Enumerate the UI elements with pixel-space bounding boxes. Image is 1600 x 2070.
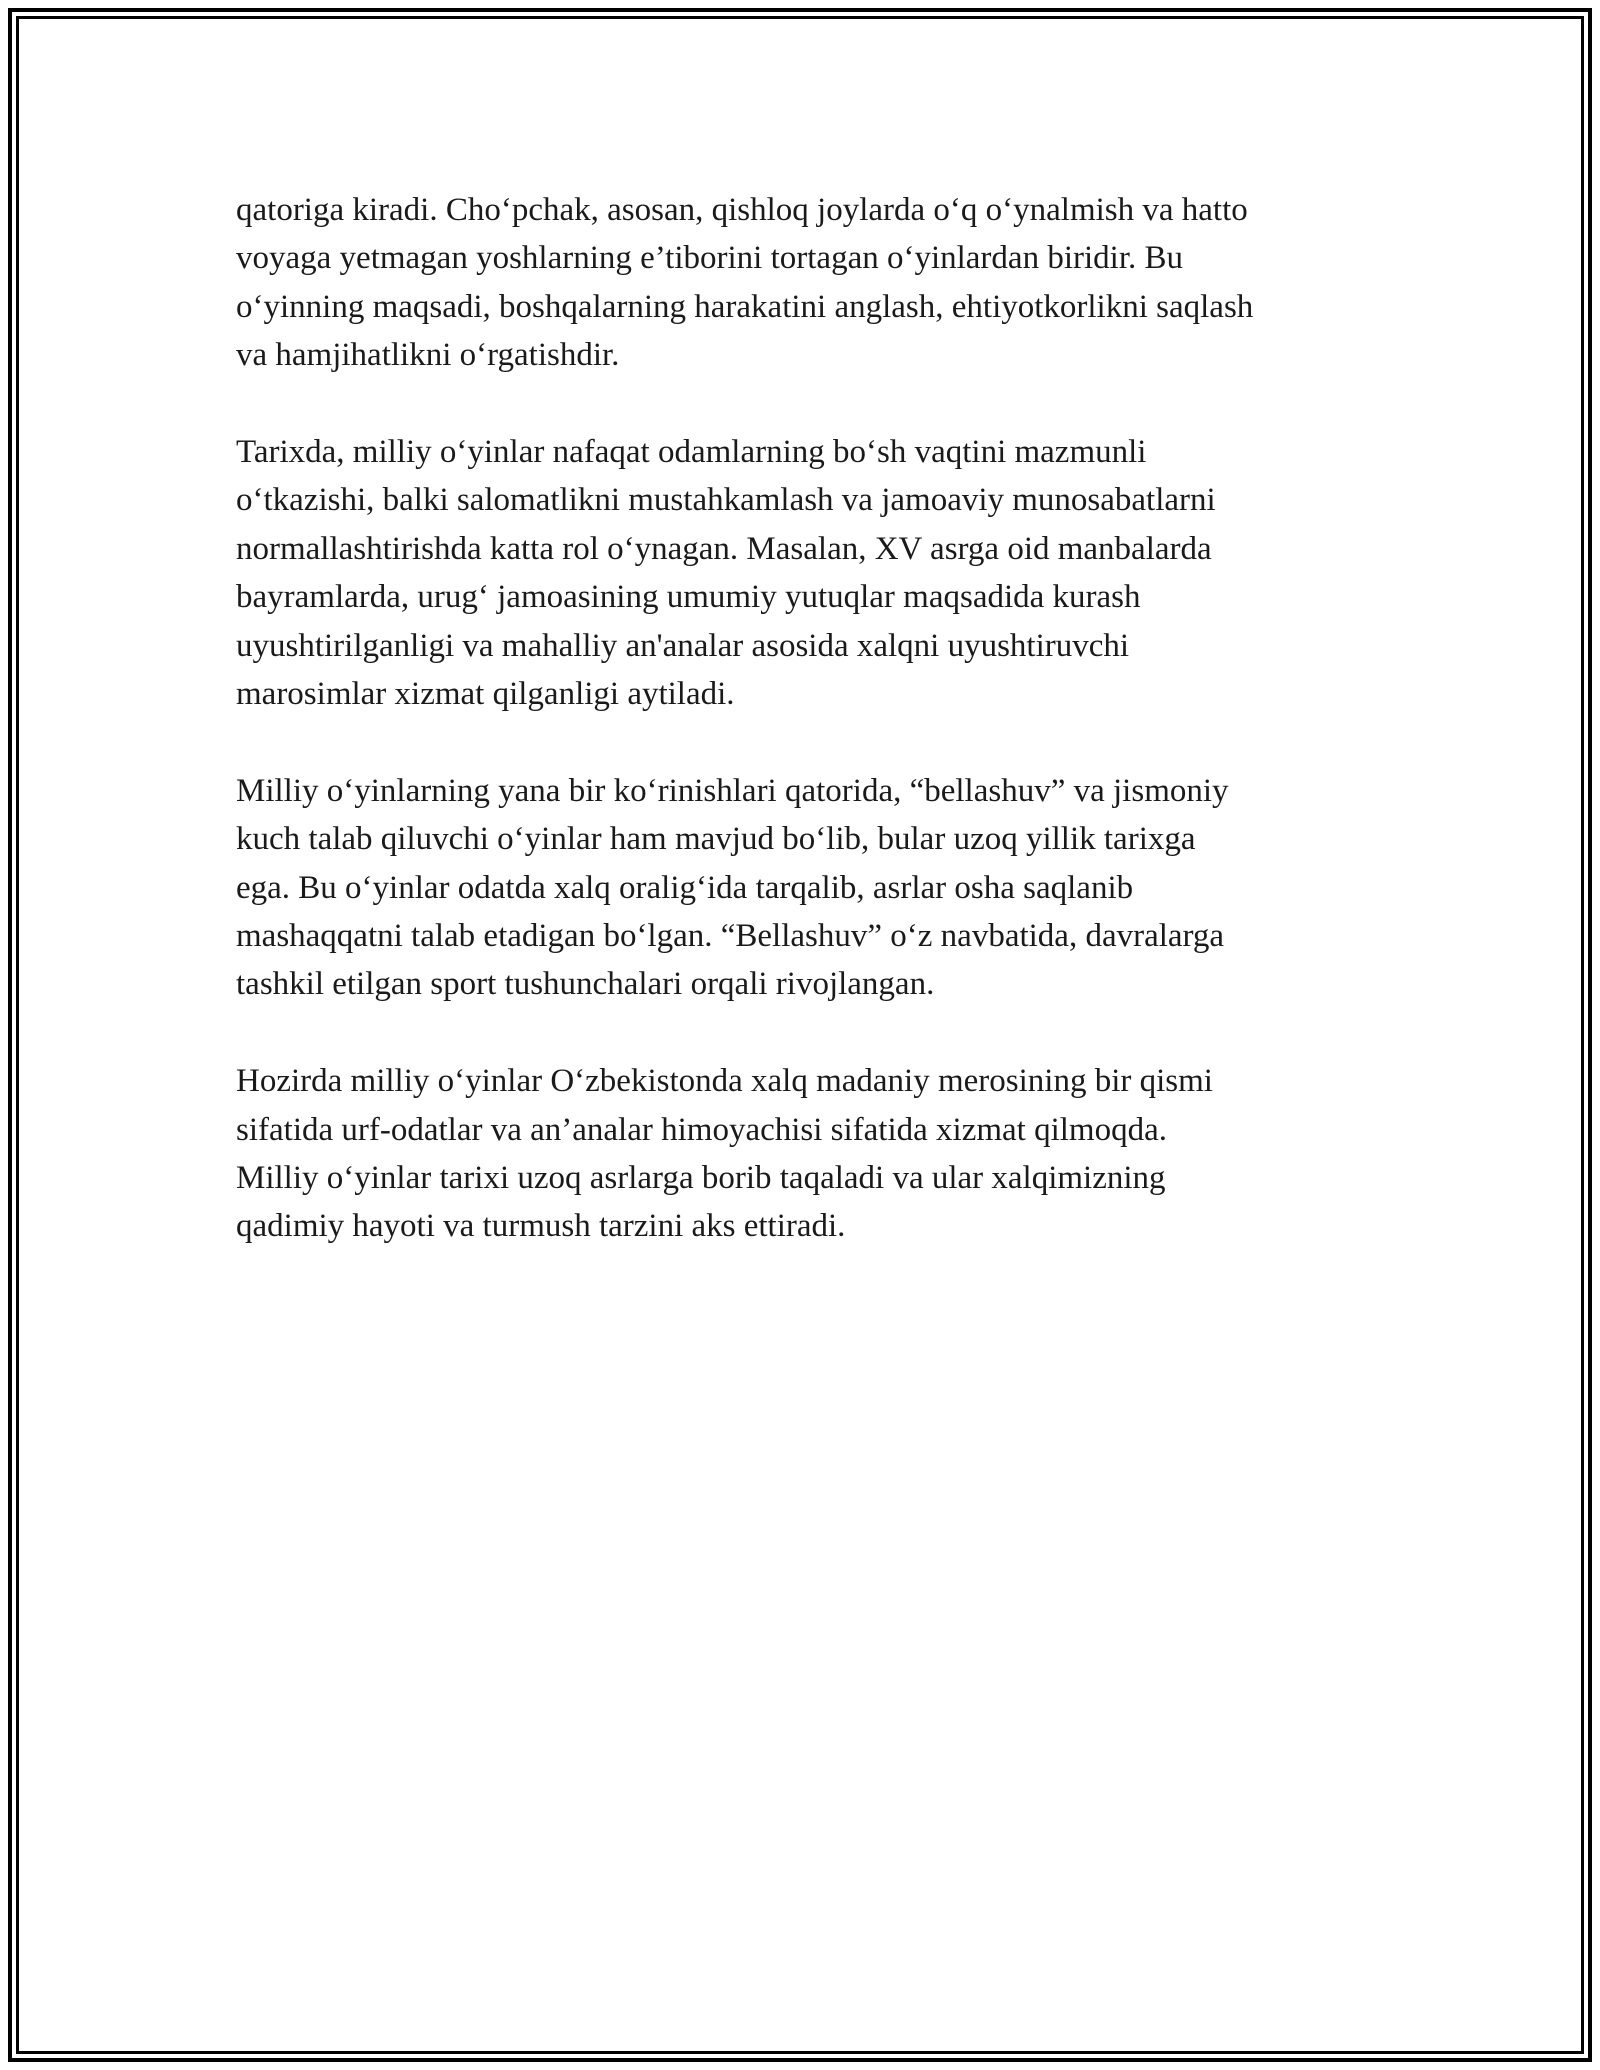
text-line: qatoriga kiradi. Choʻpchak, asosan, qishloq joylarda oʻq oʻynalmish va hatto: [236, 192, 1248, 228]
paragraph: [236, 767, 1386, 1009]
text-line: Milliy oʻyinlar tarixi uzoq asrlarga borib taqaladi va ular xalqimizning: [236, 1160, 1166, 1197]
text-line: oʻyinning maqsadi, boshqalarning harakatini anglash, ehtiyotkorlikni saqlash: [236, 288, 1254, 325]
text-line: oʻtkazishi, balki salomatlikni mustahkamlash va jamoaviy munosabatlarni: [236, 482, 1216, 519]
text-line: Milliy oʻyinlarning yana bir koʻrinishlari qatorida, “bellashuv” va jismoniy: [236, 772, 1229, 809]
paragraph: [236, 1057, 1386, 1251]
text-line: kuch talab qiluvchi oʻyinlar ham mavjud boʻlib, bular uzoq yillik tarixga: [236, 821, 1196, 858]
text-line: va hamjihatlikni oʻrgatishdir.: [236, 337, 620, 374]
text-line: bayramlarda, urugʻ jamoasining umumiy yutuqlar maqsadida kurash: [236, 579, 1141, 616]
paragraph: [236, 186, 1386, 380]
text-line: normallashtirishda katta rol oʻynagan. Masalan, XV asrga oid manbalarda: [236, 530, 1212, 567]
text-line: qadimiy hayoti va turmush tarzini aks ettiradi.: [236, 1208, 846, 1245]
text-line: ega. Bu oʻyinlar odatda xalq oraligʻida tarqalib, asrlar osha saqlanib: [236, 869, 1134, 906]
text-line: sifatida urf-odatlar va an’analar himoyachisi sifatida xizmat qilmoqda.: [236, 1111, 1167, 1148]
text-line: uyushtirilganligi va mahalliy an'analar asosida xalqni uyushtiruvchi: [236, 627, 1130, 664]
text-line: voyaga yetmagan yoshlarning e’tiborini tortagan oʻyinlardan biridir. Bu: [236, 240, 1183, 277]
paragraph: [236, 428, 1386, 718]
text-line: Tarixda, milliy oʻyinlar nafaqat odamlarning boʻsh vaqtini mazmunli: [236, 434, 1147, 471]
text-line: marosimlar xizmat qilganligi aytiladi.: [236, 676, 735, 713]
text-line: mashaqqatni talab etadigan boʻlgan. “Bellashuv” oʻz navbatida, davralarga: [236, 918, 1225, 955]
text-line: tashkil etilgan sport tushunchalari orqali rivojlangan.: [236, 966, 935, 1003]
text-line: Hozirda milliy oʻyinlar Oʻzbekistonda xalq madaniy merosining bir qismi: [236, 1063, 1213, 1100]
document-body: [236, 186, 1386, 1299]
